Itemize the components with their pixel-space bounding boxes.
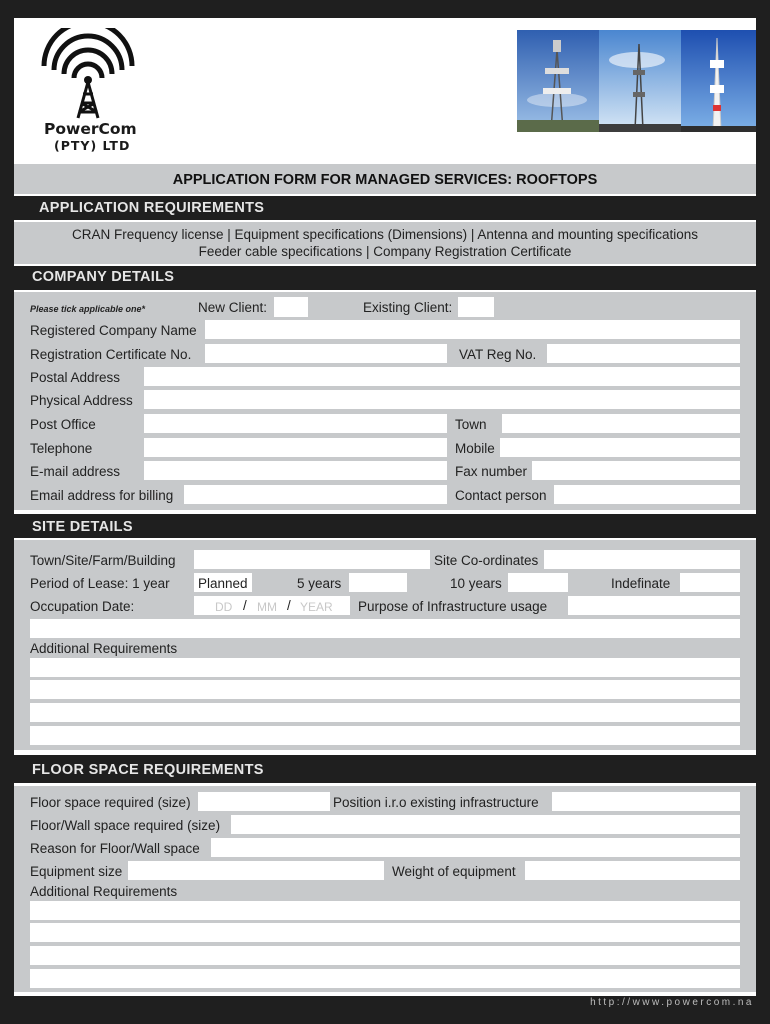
date-day-placeholder: DD — [215, 600, 233, 614]
floor-additional-requirements-label: Additional Requirements — [30, 884, 178, 899]
site-coordinates-field[interactable] — [544, 550, 740, 569]
floor-additional-line-1[interactable] — [30, 901, 740, 920]
floor-wall-space-field[interactable] — [231, 815, 740, 834]
floor-additional-line-3[interactable] — [30, 946, 740, 965]
email-label: E-mail address — [30, 464, 121, 479]
telephone-field[interactable] — [144, 438, 447, 457]
company-details-title: COMPANY DETAILS — [32, 269, 175, 285]
lease-10-years-label: 10 years — [450, 576, 502, 591]
mobile-label: Mobile — [455, 441, 495, 456]
site-additional-line-1[interactable] — [30, 658, 740, 677]
floor-space-required-label: Floor space required (size) — [30, 795, 191, 810]
floor-space-required-field[interactable] — [198, 792, 330, 811]
vat-reg-field[interactable] — [547, 344, 740, 363]
mobile-field[interactable] — [500, 438, 740, 457]
logo-name: PowerCom — [44, 120, 137, 138]
lease-indefinate-field[interactable] — [680, 573, 740, 592]
lease-period-label: Period of Lease: 1 year — [30, 576, 170, 591]
existing-client-label: Existing Client: — [363, 300, 453, 315]
requirements-box — [14, 222, 756, 264]
equipment-size-field[interactable] — [128, 861, 384, 880]
requirements-line-2: Feeder cable specifications | Company Registration Certificate — [198, 244, 572, 259]
floor-additional-line-2[interactable] — [30, 923, 740, 942]
application-form-page — [14, 18, 756, 996]
date-month-placeholder: MM — [257, 600, 277, 614]
physical-address-field[interactable] — [144, 390, 740, 409]
post-office-field[interactable] — [144, 414, 447, 433]
application-requirements-title: APPLICATION REQUIREMENTS — [39, 200, 265, 216]
powercom-logo — [28, 28, 138, 153]
lease-indefinate-label: Indefinate — [611, 576, 671, 591]
date-separator-1: / — [243, 598, 247, 613]
date-year-placeholder: YEAR — [300, 600, 333, 614]
email-billing-label: Email address for billing — [30, 488, 174, 503]
postal-address-field[interactable] — [144, 367, 740, 386]
registration-cert-label: Registration Certificate No. — [30, 347, 192, 362]
site-extra-line[interactable] — [30, 619, 740, 638]
reason-label: Reason for Floor/Wall space — [30, 841, 200, 856]
equipment-size-label: Equipment size — [30, 864, 123, 879]
position-label: Position i.r.o existing infrastructure — [333, 795, 539, 810]
lease-5-years-label: 5 years — [297, 576, 342, 591]
lease-10-years-field[interactable] — [508, 573, 568, 592]
weight-label: Weight of equipment — [392, 864, 516, 879]
contact-person-label: Contact person — [455, 488, 547, 503]
tick-note: Please tick applicable one* — [30, 304, 146, 314]
town-site-field[interactable] — [194, 550, 430, 569]
email-field[interactable] — [144, 461, 447, 480]
town-label: Town — [455, 417, 487, 432]
postal-address-label: Postal Address — [30, 370, 121, 385]
town-field[interactable] — [502, 414, 740, 433]
footer-url[interactable]: http://www.powercom.na — [590, 997, 754, 1008]
logo-subtitle: (PTY) LTD — [54, 138, 131, 153]
requirements-line-1: CRAN Frequency license | Equipment specifications (Dimensions) | Antenna and mounting specifications — [71, 227, 699, 242]
tower-photo — [517, 30, 756, 132]
physical-address-label: Physical Address — [30, 393, 133, 408]
antenna-logo-icon — [28, 28, 138, 123]
lease-5-years-field[interactable] — [349, 573, 407, 592]
site-additional-line-3[interactable] — [30, 703, 740, 722]
purpose-label: Purpose of Infrastructure usage — [358, 599, 548, 614]
site-additional-line-2[interactable] — [30, 680, 740, 699]
vat-reg-label: VAT Reg No. — [459, 347, 537, 362]
position-field[interactable] — [552, 792, 740, 811]
occupation-date-label: Occupation Date: — [30, 599, 135, 614]
telephone-label: Telephone — [30, 441, 93, 456]
floor-additional-line-4[interactable] — [30, 969, 740, 988]
lease-planned-label: Planned — [198, 576, 248, 591]
site-details-title: SITE DETAILS — [32, 519, 133, 535]
weight-field[interactable] — [525, 861, 740, 880]
registered-company-name-label: Registered Company Name — [30, 323, 197, 338]
form-title: APPLICATION FORM FOR MANAGED SERVICES: ROOFTOPS — [14, 164, 756, 194]
date-separator-2: / — [287, 598, 291, 613]
fax-label: Fax number — [455, 464, 528, 479]
post-office-label: Post Office — [30, 417, 96, 432]
registration-cert-field[interactable] — [205, 344, 447, 363]
floor-wall-space-label: Floor/Wall space required (size) — [30, 818, 221, 833]
registered-company-name-field[interactable] — [205, 320, 740, 339]
town-site-label: Town/Site/Farm/Building — [30, 553, 176, 568]
new-client-label: New Client: — [198, 300, 268, 315]
purpose-field[interactable] — [568, 596, 740, 615]
reason-field[interactable] — [211, 838, 740, 857]
existing-client-checkbox[interactable] — [458, 297, 494, 317]
contact-person-field[interactable] — [554, 485, 740, 504]
email-billing-field[interactable] — [184, 485, 447, 504]
new-client-checkbox[interactable] — [274, 297, 308, 317]
site-coordinates-label: Site Co-ordinates — [434, 553, 539, 568]
site-additional-requirements-label: Additional Requirements — [30, 641, 178, 656]
floor-space-title: FLOOR SPACE REQUIREMENTS — [32, 762, 264, 778]
site-additional-line-4[interactable] — [30, 726, 740, 745]
fax-field[interactable] — [532, 461, 740, 480]
